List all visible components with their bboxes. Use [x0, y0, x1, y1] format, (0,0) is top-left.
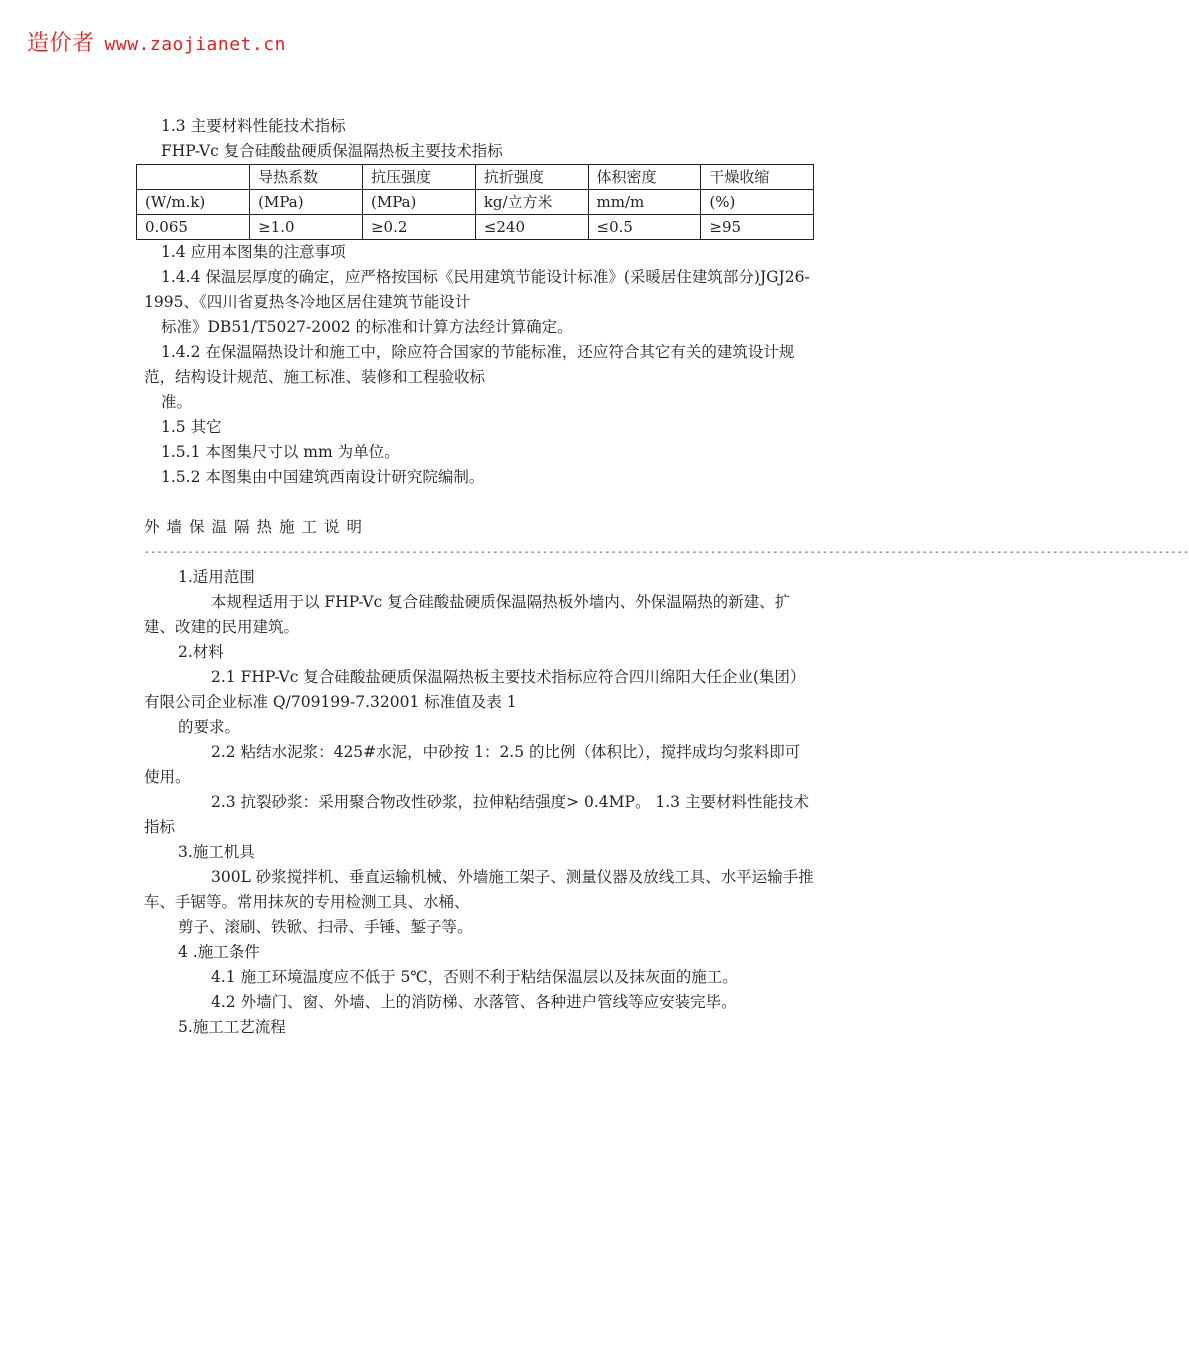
- section-1-heading: 1.适用范围: [178, 568, 255, 586]
- paragraph-2-1: 2.1 FHP-Vc 复合硅酸盐硬质保温隔热板主要技术指标应符合四川绵阳大任企业(集团）有限公司企业标准 Q/709199-7.32001 标准值及表 1: [144, 668, 806, 711]
- table-cell: 体积密度: [588, 165, 701, 190]
- document-body: [144, 114, 1189, 1040]
- table-row: [137, 190, 814, 215]
- table-cell: 导热系数: [250, 165, 363, 190]
- section-1-5-heading: 1.5 其它: [161, 418, 222, 436]
- paragraph-tools: 300L 砂浆搅拌机、垂直运输机械、外墙施工架子、测量仪器及放线工具、水平运输手推车、手锯等。常用抹灰的专用检测工具、水桶、: [144, 868, 814, 911]
- table-cell: (%): [701, 190, 814, 215]
- table-cell: ≥0.2: [362, 215, 475, 240]
- table-cell: ≤0.5: [588, 215, 701, 240]
- document-title: 外墙保温隔热施工说明: [144, 518, 370, 536]
- section-4-heading: 4 .施工条件: [178, 943, 260, 961]
- table-cell: 干燥收缩: [701, 165, 814, 190]
- table-cell: (W/m.k): [137, 190, 250, 215]
- section-2-heading: 2.材料: [178, 643, 224, 661]
- spec-table: [136, 164, 814, 240]
- paragraph-1-4-4: 1.4.4 保温层厚度的确定，应严格按国标《民用建筑节能设计标准》(采暖居住建筑部分)JGJ26-1995、《四川省夏热冬冷地区居住建筑节能设计: [144, 268, 810, 311]
- dashed-divider: ------------------------------------------------------------------------------------------------------------------------------------------------------------------------: [144, 547, 1189, 558]
- table-cell: kg/立方米: [475, 190, 588, 215]
- section-5-heading: 5.施工工艺流程: [178, 1018, 286, 1036]
- paragraph-1-5-2: 1.5.2 本图集由中国建筑西南设计研究院编制。: [161, 468, 485, 486]
- table-cell: (MPa): [250, 190, 363, 215]
- section-1-3-heading: 1.3 主要材料性能技术指标: [161, 117, 346, 135]
- table-cell: ≥95: [701, 215, 814, 240]
- paragraph-1-5-1: 1.5.1 本图集尺寸以 mm 为单位。: [161, 443, 400, 461]
- table-cell: 0.065: [137, 215, 250, 240]
- spacer: [144, 490, 814, 515]
- paragraph-scope: 本规程适用于以 FHP-Vc 复合硅酸盐硬质保温隔热板外墙内、外保温隔热的新建、扩建、改建的民用建筑。: [144, 593, 791, 636]
- paragraph-4-1: 4.1 施工环境温度应不低于 5℃，否则不利于粘结保温层以及抹灰面的施工。: [211, 968, 738, 986]
- table-cell: mm/m: [588, 190, 701, 215]
- paragraph-1-4-4-cont: 标准》DB51/T5027-2002 的标准和计算方法经计算确定。: [161, 318, 573, 336]
- paragraph-1-4-2: 1.4.2 在保温隔热设计和施工中，除应符合国家的节能标准，还应符合其它有关的建筑设计规范，结构设计规范、施工标准、装修和工程验收标: [144, 343, 795, 386]
- table-cell: (MPa): [362, 190, 475, 215]
- table-row: [137, 165, 814, 190]
- paragraph-2-2: 2.2 粘结水泥浆：425#水泥，中砂按 1：2.5 的比例（体积比），搅拌成均匀浆料即可使用。: [144, 743, 801, 786]
- paragraph-4-2: 4.2 外墙门、窗、外墙、上的消防梯、水落管、各种进户管线等应安装完毕。: [211, 993, 737, 1011]
- table-cell: [137, 165, 250, 190]
- section-1-4-heading: 1.4 应用本图集的注意事项: [161, 243, 346, 261]
- paragraph-2-1-cont: 的要求。: [178, 718, 241, 736]
- watermark: [27, 26, 286, 57]
- paragraph-2-3: 2.3 抗裂砂浆：采用聚合物改性砂浆，拉伸粘结强度> 0.4MP。 1.3 主要材料性能技术指标: [144, 793, 809, 836]
- watermark-url: www.zaojianet.cn: [104, 34, 286, 55]
- paragraph-tools-cont: 剪子、滚刷、铁锨、扫帚、手锤、錾子等。: [178, 918, 473, 936]
- table-title: FHP-Vc 复合硅酸盐硬质保温隔热板主要技术指标: [161, 142, 503, 160]
- table-cell: 抗压强度: [362, 165, 475, 190]
- watermark-brand: 造价者: [27, 31, 95, 56]
- table-cell: 抗折强度: [475, 165, 588, 190]
- table-cell: ≤240: [475, 215, 588, 240]
- section-3-heading: 3.施工机具: [178, 843, 255, 861]
- table-row: [137, 215, 814, 240]
- table-cell: ≥1.0: [250, 215, 363, 240]
- paragraph-1-4-2-cont: 准。: [161, 393, 193, 411]
